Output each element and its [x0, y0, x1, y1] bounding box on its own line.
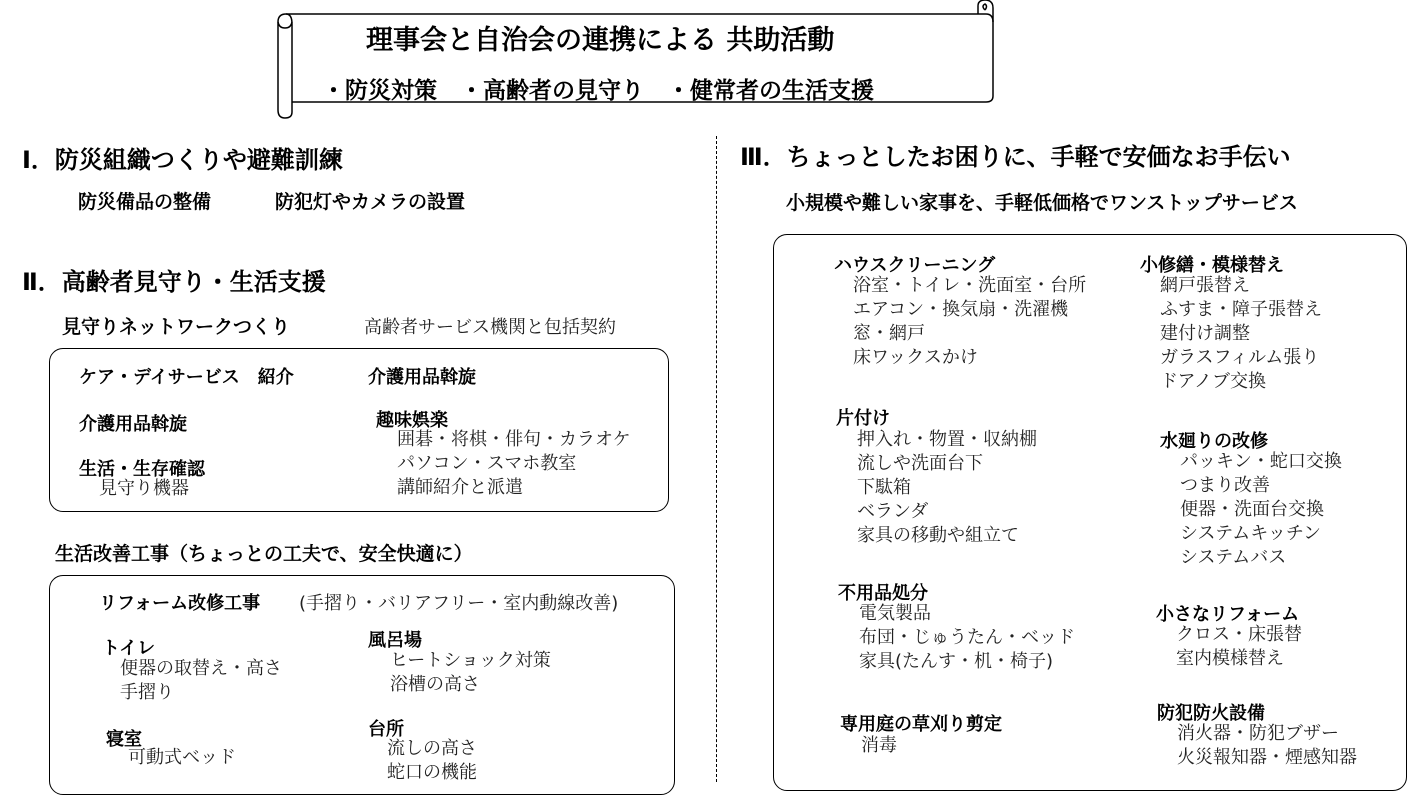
house-cleaning-item: エアコン・換気扇・洗濯機: [853, 299, 1069, 320]
repair-item: ふすま・障子張替え: [1160, 299, 1322, 320]
hobby-list: [397, 428, 631, 500]
water-title: 水廻りの改修: [1160, 431, 1268, 452]
bedroom-list: [128, 746, 236, 770]
small-reform-title: 小さなリフォーム: [1156, 604, 1300, 625]
kitchen-item: 蛇口の機能: [387, 762, 477, 783]
care-goods-right: 介護用品斡旋: [368, 367, 476, 388]
water-item: 便器・洗面台交換: [1180, 499, 1324, 520]
disposal-item: 電気製品: [859, 603, 931, 624]
repair-item: ガラスフィルム張り: [1160, 347, 1320, 368]
tidy-title: 片付け: [836, 408, 890, 429]
security-item: 消火器・防犯ブザー: [1177, 723, 1339, 744]
garden-title: 専用庭の草刈り剪定: [840, 714, 1002, 735]
security-item: 火災報知器・煙感知器: [1177, 747, 1357, 768]
tidy-item: 下駄箱: [857, 477, 911, 498]
toilet-item: 便器の取替え・高さ: [120, 658, 282, 679]
toilet-title: トイレ: [102, 638, 156, 659]
water-list: [1180, 450, 1342, 570]
tidy-item: 家具の移動や組立て: [857, 525, 1019, 546]
hobby-title: 趣味娯楽: [376, 410, 448, 431]
network-note: 高齢者サービス機関と包括契約: [364, 317, 616, 338]
tidy-item: 流しや洗面台下: [857, 453, 983, 474]
small-reform-item: 室内模様替え: [1176, 648, 1284, 669]
section1-item-lights-cameras: 防犯灯やカメラの設置: [275, 191, 466, 213]
bath-item: ヒートショック対策: [390, 650, 551, 671]
bath-title: 風呂場: [368, 630, 422, 651]
kitchen-item: 流しの高さ: [387, 738, 477, 759]
small-reform-list: [1176, 623, 1302, 671]
disposal-title: 不用品処分: [838, 583, 928, 604]
care-service-referral: ケア・デイサービス 紹介: [79, 367, 294, 388]
kitchen-title: 台所: [368, 719, 404, 740]
disposal-item: 家具(たんす・机・椅子): [859, 651, 1054, 672]
toilet-item: 手摺り: [120, 682, 174, 703]
section1-item-supplies: 防災備品の整備: [78, 191, 212, 213]
repair-item: 建付け調整: [1160, 323, 1250, 344]
repair-title: 小修繕・模様替え: [1140, 255, 1284, 276]
section3-heading: Ⅲ．ちょっとしたお困りに、手軽で安価なお手伝い: [740, 143, 1291, 171]
kitchen-list: [387, 737, 477, 785]
hobby-item: 囲碁・将棋・俳句・カラオケ: [397, 429, 631, 450]
repair-list: [1160, 274, 1322, 394]
water-item: システムキッチン: [1180, 523, 1321, 544]
care-goods-left: 介護用品斡旋: [79, 414, 187, 435]
garden-list: [861, 734, 897, 758]
small-reform-item: クロス・床張替: [1176, 624, 1302, 645]
banner-title: 理事会と自治会の連携による 共助活動: [366, 25, 835, 56]
improve-heading: 生活改善工事（ちょっとの工夫で、安全快適に）: [55, 543, 473, 565]
network-label: 見守りネットワークつくり: [62, 316, 291, 338]
water-item: パッキン・蛇口交換: [1180, 451, 1342, 472]
column-divider: [716, 136, 717, 782]
disposal-item: 布団・じゅうたん・ベッド: [859, 627, 1075, 648]
hobby-item: パソコン・スマホ教室: [397, 453, 577, 474]
disposal-list: [859, 602, 1075, 674]
hobby-item: 講師紹介と派遣: [397, 477, 523, 498]
toilet-list: [120, 657, 282, 705]
repair-item: ドアノブ交換: [1160, 371, 1267, 392]
reform-note: (手摺り・バリアフリー・室内動線改善): [299, 593, 619, 614]
tidy-item: 押入れ・物置・収納棚: [857, 429, 1037, 450]
tidy-list: [857, 428, 1037, 548]
section2-heading: Ⅱ．高齢者見守り・生活支援: [22, 268, 326, 296]
house-cleaning-item: 床ワックスかけ: [853, 347, 978, 368]
tidy-item: ベランダ: [857, 501, 929, 522]
reform-title: リフォーム改修工事: [99, 593, 261, 614]
section1-heading: Ⅰ．防災組織つくりや避難訓練: [22, 146, 343, 174]
bedroom-item: 可動式ベッド: [128, 747, 236, 768]
security-list: [1177, 722, 1357, 770]
section3-subheading: 小規模や難しい家事を、手軽低価格でワンストップサービス: [786, 192, 1298, 214]
bath-list: [390, 649, 551, 697]
water-item: つまり改善: [1180, 475, 1270, 496]
house-cleaning-title: ハウスクリーニング: [834, 255, 996, 276]
security-title: 防犯防火設備: [1157, 703, 1265, 724]
water-item: システムバス: [1180, 547, 1287, 568]
banner-subtitle: ・防災対策 ・高齢者の見守り ・健常者の生活支援: [322, 78, 874, 104]
life-check-item: 見守り機器: [99, 478, 189, 499]
house-cleaning-item: 窓・網戸: [853, 323, 925, 344]
bedroom-title: 寝室: [106, 729, 142, 750]
house-cleaning-item: 浴室・トイレ・洗面室・台所: [853, 275, 1087, 296]
house-cleaning-list: [853, 274, 1086, 370]
garden-item: 消毒: [861, 735, 897, 756]
repair-item: 網戸張替え: [1160, 275, 1250, 296]
life-check-title: 生活・生存確認: [79, 459, 205, 480]
bath-item: 浴槽の高さ: [390, 674, 480, 695]
life-check-list: [99, 477, 189, 501]
